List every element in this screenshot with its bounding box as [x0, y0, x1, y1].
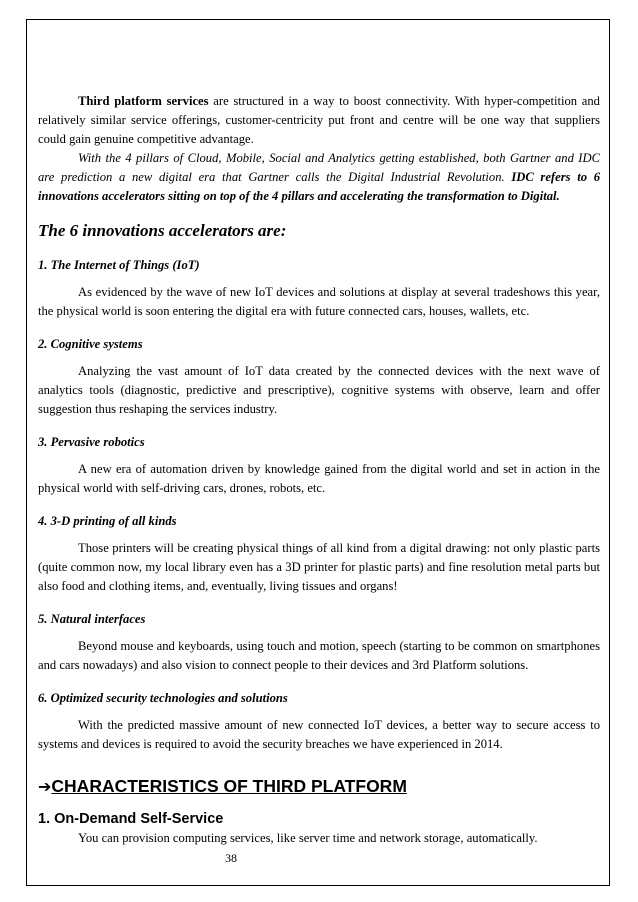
characteristic-text: You can provision computing services, like server time and network storage, automatically.: [78, 831, 538, 845]
accelerator-title: 5. Natural interfaces: [38, 612, 146, 626]
characteristic-subheading: 1. On-Demand Self-Service: [38, 811, 224, 827]
intro-paragraph-1: [38, 92, 600, 149]
accelerator-text: Those printers will be creating physical things of all kind from a digital drawing: not only plastic parts (quite common now, my local library even has a 3D printer for plastic parts) and fine resolution metal parts but also food and clothing items, and, eventually, living tissues and organs!: [38, 541, 600, 593]
intro-paragraph-2: [38, 149, 600, 206]
characteristics-heading: [38, 774, 600, 799]
accelerator-title: 3. Pervasive robotics: [38, 435, 145, 449]
accelerator-item: [38, 610, 600, 675]
accelerator-text: Analyzing the vast amount of IoT data created by the connected devices with the next wave of analytics tools (diagnostic, predictive and prescriptive), cognitive systems with observe, learn and offer suggestion thus reshaping the services industry.: [38, 364, 600, 416]
page-number-text: 38: [225, 851, 237, 865]
characteristics-heading-text: CHARACTERISTICS OF THIRD PLATFORM: [51, 776, 407, 796]
intro-lead-term: Third platform services: [78, 94, 209, 108]
accelerator-item: [38, 335, 600, 419]
accelerator-title: 1. The Internet of Things (IoT): [38, 258, 200, 272]
accelerators-heading: The 6 innovations accelerators are:: [38, 221, 287, 240]
accelerator-text: As evidenced by the wave of new IoT devices and solutions at display at several tradeshows this year, the physical world is soon entering the digital era with future connected cars, houses, wallets, etc.: [38, 285, 600, 318]
accelerator-item: [38, 433, 600, 498]
accelerator-text: A new era of automation driven by knowledge gained from the digital world and set in action in the physical world with self-driving cars, drones, robots, etc.: [38, 462, 600, 495]
intro-paragraph-2-italic: With the 4 pillars of Cloud, Mobile, Social and Analytics getting established, both Gartner and IDC are prediction a new digital era that Gartner calls the Digital Industrial Revolution.: [38, 151, 600, 184]
accelerator-item: [38, 512, 600, 596]
accelerator-item: [38, 689, 600, 754]
accelerator-title: 4. 3-D printing of all kinds: [38, 514, 177, 528]
accelerator-title: 2. Cognitive systems: [38, 337, 143, 351]
right-arrow-icon: ➔: [38, 777, 52, 796]
intro-paragraph-1-text: are structured in a way to boost connectivity. With hyper-competition and relatively similar service offerings, customer-centricity put front and centre will be one way that suppliers could gain genuine competitive advantage.: [38, 94, 600, 146]
intro-paragraph-2-bold: IDC refers to 6 innovations accelerators sitting on top of the 4 pillars and accelerating the transformation to Digital.: [38, 170, 600, 203]
accelerator-title: 6. Optimized security technologies and solutions: [38, 691, 288, 705]
accelerator-text: With the predicted massive amount of new connected IoT devices, a better way to secure access to systems and devices is required to avoid the security breaches we have experienced in 2014.: [38, 718, 600, 751]
page-number: [0, 850, 638, 866]
accelerator-item: [38, 256, 600, 321]
accelerator-text: Beyond mouse and keyboards, using touch and motion, speech (starting to be common on smartphones and cars nowadays) and also vision to connect people to their devices and 3rd Platform solutions.: [38, 639, 600, 672]
document-body: [38, 92, 600, 848]
